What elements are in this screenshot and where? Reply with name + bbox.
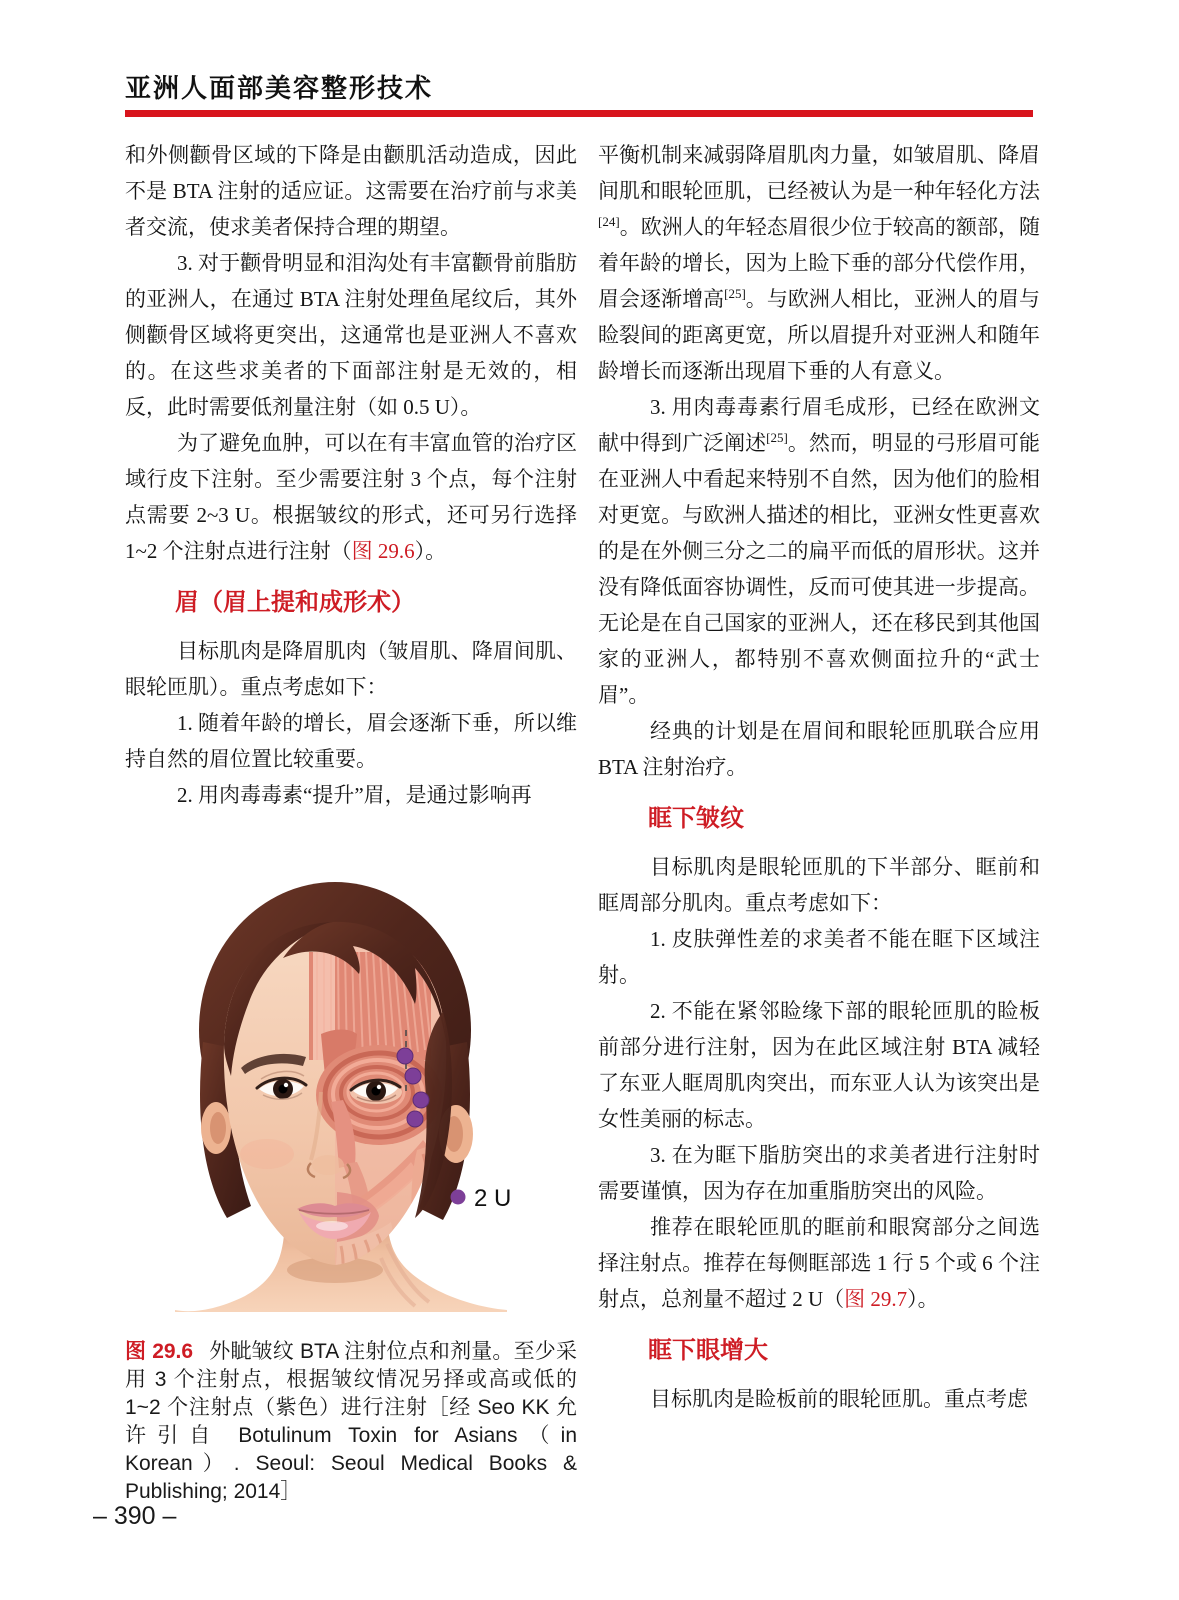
left-column <box>125 137 577 1506</box>
paragraph <box>125 425 577 569</box>
left-ear-inner <box>210 1112 226 1144</box>
paragraph <box>125 633 577 705</box>
paragraph <box>125 137 577 245</box>
paragraph <box>598 993 1040 1137</box>
paragraph-text: ）。 <box>907 1287 939 1311</box>
dose-legend-label: 2 U <box>474 1185 512 1212</box>
paragraph <box>598 849 1040 921</box>
paragraph-text: 1. 随着年龄的增长，眉会逐渐下垂，所以维持自然的眉位置比较重要。 <box>125 711 577 771</box>
paragraph-text: ）。 <box>414 539 447 563</box>
paragraph-text: 目标肌肉是睑板前的眼轮匝肌。重点考虑 <box>650 1387 1028 1411</box>
page-header-title: 亚洲人面部美容整形技术 <box>125 74 434 103</box>
paragraph-text: 。与欧洲人相比，亚洲人的眉与睑裂间的距离更宽，所以眉提升对亚洲人和随年龄增长而逐渐出现眉下垂的人有意义。 <box>598 287 1041 383</box>
reference-superscript: [25] <box>766 430 788 445</box>
paragraph-text: 。然而，明显的弓形眉可能在亚洲人中看起来特别不自然，因为他们的脸相对更宽。与欧洲人描述的相比，亚洲女性更喜欢的是在外侧三分之二的扁平而低的眉形状。这并没有降低面容协调性，反而可使其进一步提高。无论是在自己国家的亚洲人，还在移民到其他国家的亚洲人，都特别不喜欢侧面拉升的“武士眉”。 <box>598 431 1041 707</box>
paragraph <box>598 1209 1040 1317</box>
right-eye-highlight <box>377 1085 381 1089</box>
caption-text: 外眦皱纹 BTA 注射位点和剂量。至少采用 3 个注射点，根据皱纹情况另择或高或低的 1~2 个注射点（紫色）进行注射［经 Seo KK 允许引自 Botulinum Toxin for Asians（in Korean）. Seoul: Seoul Medical Books & Publishing; 2014］ <box>125 1340 577 1503</box>
paragraph-text: 3. 用肉毒毒素行眉毛成形，已经在欧洲文献中得到广泛阐述 <box>598 395 1040 455</box>
paragraph-text: 3. 在为眶下脂肪突出的求美者进行注射时需要谨慎，因为存在加重脂肪突出的风险。 <box>598 1143 1040 1203</box>
injection-dot <box>413 1092 429 1108</box>
nose-tip <box>312 1155 344 1175</box>
face-anatomy-illustration <box>125 832 578 1312</box>
reference-superscript: [24] <box>598 214 620 229</box>
injection-dot <box>407 1111 423 1127</box>
paragraph <box>125 777 577 813</box>
paragraph <box>598 713 1040 785</box>
header-rule <box>125 110 1033 117</box>
paragraph <box>125 705 577 777</box>
paragraph-text: 目标肌肉是降眉肌肉（皱眉肌、降眉间肌、眼轮匝肌）。重点考虑如下： <box>125 639 577 699</box>
paragraph <box>125 245 577 425</box>
paragraph-text: 2. 用肉毒毒素“提升”眉，是通过影响再 <box>177 783 532 807</box>
section-heading-infraorbital-eye-enlargement: 眶下眼增大 <box>648 1338 768 1364</box>
paragraph <box>598 1381 1040 1417</box>
paragraph <box>598 137 1040 389</box>
section-heading-infraorbital-wrinkles: 眶下皱纹 <box>648 806 744 832</box>
paragraph-text: 平衡机制来减弱降眉肌肉力量，如皱眉肌、降眉间肌和眼轮匝肌，已经被认为是一种年轻化方法 <box>598 143 1040 203</box>
caption-figure-number: 图 29.6 <box>125 1340 194 1363</box>
paragraph <box>598 1137 1040 1209</box>
paragraph-text: 为了避免血肿，可以在有丰富血管的治疗区域行皮下注射。至少需要注射 3 个点，每个注射点需要 2~3 U。根据皱纹的形式，还可另行选择 1~2 个注射点进行注射（ <box>125 431 577 563</box>
paragraph <box>598 389 1040 713</box>
page-number: – 390 – <box>93 1502 177 1530</box>
paragraph-text: 推荐在眼轮匝肌的眶前和眼窝部分之间选择注射点。推荐在每侧眶部选 1 行 5 个或 6 个注射点，总剂量不超过 2 U（ <box>598 1215 1040 1311</box>
section-heading-brow-lift: 眉（眉上提和成形术） <box>175 590 415 616</box>
paragraph <box>598 921 1040 993</box>
paragraph-text: 3. 对于颧骨明显和泪沟处有丰富颧骨前脂肪的亚洲人，在通过 BTA 注射处理鱼尾纹后，其外侧颧骨区域将更突出，这通常也是亚洲人不喜欢的。在这些求美者的下面部注射是无效的，相反，此时需要低剂量注射（如 0.5 U）。 <box>125 251 577 419</box>
paragraph-text: 和外侧颧骨区域的下降是由颧肌活动造成，因此不是 BTA 注射的适应证。这需要在治疗前与求美者交流，使求美者保持合理的期望。 <box>125 143 577 239</box>
paragraph-text: 目标肌肉是眼轮匝肌的下半部分、眶前和眶周部分肌肉。重点考虑如下： <box>598 855 1040 915</box>
figure-29-6-image <box>125 832 577 1312</box>
left-cheek-blush <box>240 1139 294 1169</box>
injection-dot <box>397 1048 413 1064</box>
injection-dot <box>405 1068 421 1084</box>
figure-29-6-reference: 图 29.6 <box>351 539 415 563</box>
legend-dot <box>451 1190 466 1205</box>
paragraph-text: 。欧洲人的年轻态眉很少位于较高的额部，随着年龄的增长，因为上睑下垂的部分代偿作用，眉会逐渐增高 <box>598 215 1040 311</box>
paragraph-text: 经典的计划是在眉间和眼轮匝肌联合应用 BTA 注射治疗。 <box>598 719 1040 779</box>
right-column <box>598 137 1040 1417</box>
reference-superscript: [25] <box>724 286 746 301</box>
figure-29-6-caption <box>125 1338 577 1506</box>
figure-29-7-reference: 图 29.7 <box>844 1287 908 1311</box>
paragraph-text: 2. 不能在紧邻睑缘下部的眼轮匝肌的睑板前部分进行注射，因为在此区域注射 BTA 减轻了东亚人眶周肌肉突出，而东亚人认为该突出是女性美丽的标志。 <box>598 999 1040 1131</box>
paragraph-text: 1. 皮肤弹性差的求美者不能在眶下区域注射。 <box>598 927 1040 987</box>
left-eye-highlight <box>284 1083 288 1087</box>
lip-gloss <box>316 1221 348 1231</box>
